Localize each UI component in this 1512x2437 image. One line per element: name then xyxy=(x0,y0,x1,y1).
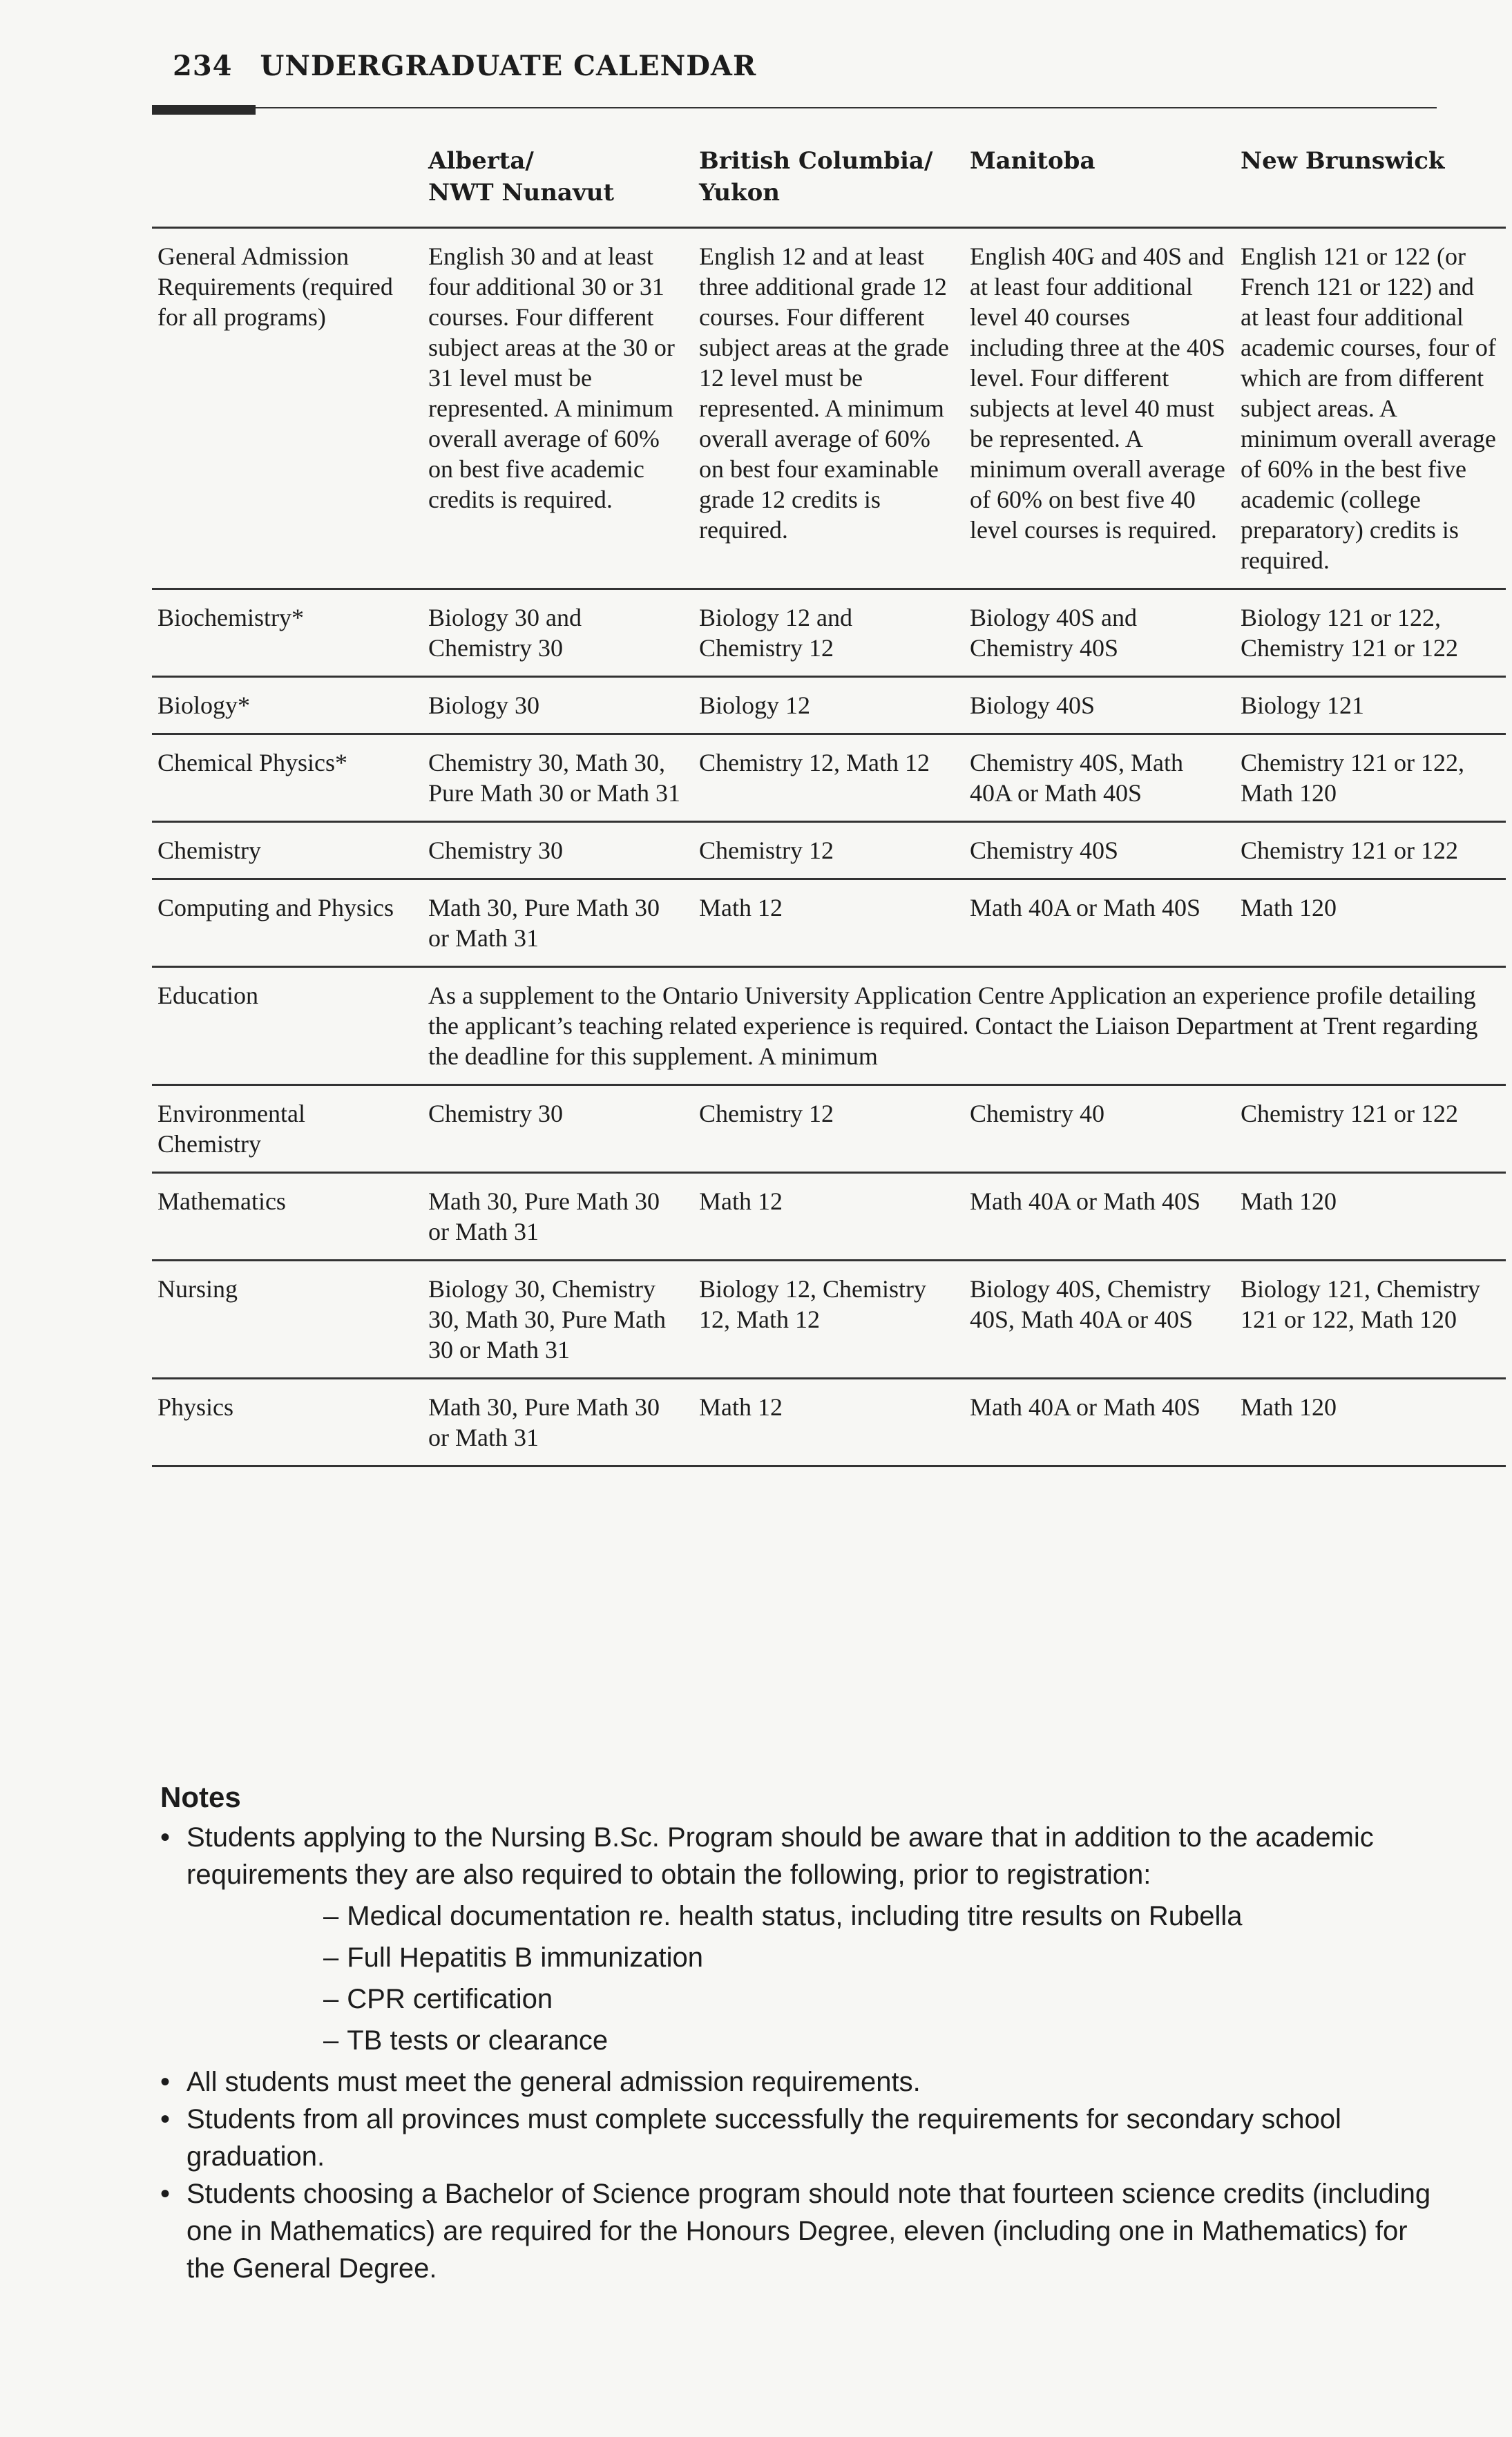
dash-icon: – xyxy=(323,2025,339,2056)
header-rule xyxy=(152,107,1437,108)
table-cell: Math 120 xyxy=(1241,1187,1337,1215)
table-cell: Biology 121, Chemistry 121 or 122, Math 120 xyxy=(1241,1275,1481,1333)
program-name: Computing and Physics xyxy=(157,894,394,921)
table-cell: Chemistry 40S, Math 40A or Math 40S xyxy=(970,749,1184,807)
column-header xyxy=(152,145,423,228)
program-name: Physics xyxy=(157,1393,234,1421)
table-cell: Math 12 xyxy=(699,1187,783,1215)
page-number: 234 xyxy=(173,50,233,82)
table-row xyxy=(152,228,1506,589)
notes-title: Notes xyxy=(160,1781,241,1813)
bullet-icon: • xyxy=(160,2179,171,2209)
program-name: Nursing xyxy=(157,1275,238,1303)
table-cell: Math 30, Pure Math 30 or Math 31 xyxy=(428,894,660,952)
page-title: UNDERGRADUATE CALENDAR xyxy=(260,50,757,82)
note-item xyxy=(160,2063,1445,2101)
table-cell: Math 120 xyxy=(1241,894,1337,921)
table-cell: English 12 and at least three additional grade 12 courses. Four different subject areas at the grade 12 level must be represented. A minimum overall average of 60% on best four examinable grade 12 credits is required. xyxy=(699,242,949,544)
column-header: Alberta/ NWT Nunavut xyxy=(428,147,615,207)
program-name: Chemical Physics* xyxy=(157,749,347,776)
note-text: Students choosing a Bachelor of Science program should note that fourteen science credits (including one in Mathematics) are required for the Honours Degree, eleven (including one in Mathematics) for the General Degree. xyxy=(186,2179,1431,2284)
requirements-table xyxy=(152,145,1506,1467)
table-cell: Chemistry 12 xyxy=(699,837,834,864)
note-subitem-text: CPR certification xyxy=(347,1984,553,2014)
table-row xyxy=(152,677,1506,734)
bullet-icon: • xyxy=(160,2067,171,2097)
table-cell: Chemistry 30, Math 30, Pure Math 30 or Math 31 xyxy=(428,749,680,807)
notes-list xyxy=(160,1819,1445,2287)
program-name: Biology* xyxy=(157,691,251,719)
note-text: All students must meet the general admission requirements. xyxy=(186,2067,921,2097)
table-cell: Chemistry 30 xyxy=(428,837,563,864)
table-row xyxy=(152,589,1506,677)
table-cell: Chemistry 40S xyxy=(970,837,1119,864)
note-subitem-text: Full Hepatitis B immunization xyxy=(347,1942,703,1973)
table-header xyxy=(152,145,1506,228)
spanning-cell: As a supplement to the Ontario University Application Centre Application an experience profile detailing the applicant’s teaching related experience is required. Contact the Liaison Department at Trent regarding the deadline for this supplement. A minimum xyxy=(428,982,1478,1070)
table-cell: Math 30, Pure Math 30 or Math 31 xyxy=(428,1393,660,1451)
note-subitem xyxy=(160,2022,1445,2059)
table-cell: Chemistry 121 or 122 xyxy=(1241,837,1458,864)
table-cell: Math 12 xyxy=(699,894,783,921)
table-cell: Chemistry 121 or 122, Math 120 xyxy=(1241,749,1464,807)
table-cell: Biology 40S and Chemistry 40S xyxy=(970,604,1138,662)
note-text: Students applying to the Nursing B.Sc. Program should be aware that in addition to the academic requirements they are also required to obtain the following, prior to registration: xyxy=(186,1822,1374,1890)
table-cell: Chemistry 121 or 122 xyxy=(1241,1100,1458,1127)
table-cell: Math 40A or Math 40S xyxy=(970,894,1201,921)
table-cell: Chemistry 40 xyxy=(970,1100,1104,1127)
dash-icon: – xyxy=(323,1901,339,1931)
note-subitem-text: Medical documentation re. health status, including titre results on Rubella xyxy=(347,1901,1243,1931)
table-cell: Math 30, Pure Math 30 or Math 31 xyxy=(428,1187,660,1245)
table-cell: Biology 12 and Chemistry 12 xyxy=(699,604,852,662)
table-row xyxy=(152,822,1506,879)
note-item xyxy=(160,2101,1445,2175)
table-body xyxy=(152,228,1506,1466)
table-cell: Math 40A or Math 40S xyxy=(970,1187,1201,1215)
table-row xyxy=(152,1173,1506,1261)
program-name: Chemistry xyxy=(157,837,261,864)
table-cell: English 40G and 40S and at least four additional level 40 courses including three at the 40S level. Four different subjects at level 40 must be represented. A minimum overall average of 60% on best five 40 level courses is required. xyxy=(970,242,1225,544)
table-cell: English 121 or 122 (or French 121 or 122) and at least four additional academic courses, four of which are from different subject areas. A minimum overall average of 60% in the best five academic (college preparatory) credits is required. xyxy=(1241,242,1496,574)
column-header: Manitoba xyxy=(970,147,1095,175)
table-cell: Biology 121 or 122, Chemistry 121 or 122 xyxy=(1241,604,1458,662)
note-subitem xyxy=(160,1980,1445,2018)
table-cell: Chemistry 12, Math 12 xyxy=(699,749,930,776)
note-text: Students from all provinces must complete successfully the requirements for secondary school graduation. xyxy=(186,2104,1341,2172)
bullet-icon: • xyxy=(160,2104,171,2134)
table-cell: Math 120 xyxy=(1241,1393,1337,1421)
note-subitem xyxy=(160,1939,1445,1976)
column-header: New Brunswick xyxy=(1241,147,1445,175)
table-cell: Math 12 xyxy=(699,1393,783,1421)
table-row xyxy=(152,1261,1506,1379)
page-header xyxy=(173,50,756,82)
table-cell: Biology 12, Chemistry 12, Math 12 xyxy=(699,1275,927,1333)
table-cell: Biology 30 and Chemistry 30 xyxy=(428,604,582,662)
table-cell: Biology 30, Chemistry 30, Math 30, Pure Math 30 or Math 31 xyxy=(428,1275,666,1364)
column-header: British Columbia/ Yukon xyxy=(699,147,933,207)
table-cell: Biology 40S xyxy=(970,691,1095,719)
dash-icon: – xyxy=(323,1984,339,2014)
table-cell: Biology 40S, Chemistry 40S, Math 40A or 40S xyxy=(970,1275,1212,1333)
table-row xyxy=(152,734,1506,822)
program-name: Environmental Chemistry xyxy=(157,1100,305,1158)
table-row xyxy=(152,1379,1506,1466)
program-name: Education xyxy=(157,982,258,1009)
note-subitem xyxy=(160,1898,1445,1935)
table-row xyxy=(152,879,1506,967)
dash-icon: – xyxy=(323,1942,339,1973)
note-subitem-text: TB tests or clearance xyxy=(347,2025,609,2056)
table-cell: Biology 121 xyxy=(1241,691,1365,719)
program-name: Mathematics xyxy=(157,1187,286,1215)
table-row xyxy=(152,1085,1506,1173)
table-cell: Biology 30 xyxy=(428,691,540,719)
table-cell: Chemistry 12 xyxy=(699,1100,834,1127)
table-cell: English 30 and at least four additional 30 or 31 courses. Four different subject areas at the 30 or 31 level must be represented. A minimum overall average of 60% on best five academic credits is required. xyxy=(428,242,675,513)
table-cell: Math 40A or Math 40S xyxy=(970,1393,1201,1421)
table-cell: Biology 12 xyxy=(699,691,811,719)
table-row xyxy=(152,967,1506,1085)
table-cell: Chemistry 30 xyxy=(428,1100,563,1127)
notes-section xyxy=(160,1779,1445,2287)
program-name: Biochemistry* xyxy=(157,604,304,631)
bullet-icon: • xyxy=(160,1822,171,1853)
program-name: General Admission Requirements (required for all programs) xyxy=(157,242,393,331)
note-item xyxy=(160,1819,1445,1893)
header-bar xyxy=(152,105,256,115)
note-item xyxy=(160,2175,1445,2287)
